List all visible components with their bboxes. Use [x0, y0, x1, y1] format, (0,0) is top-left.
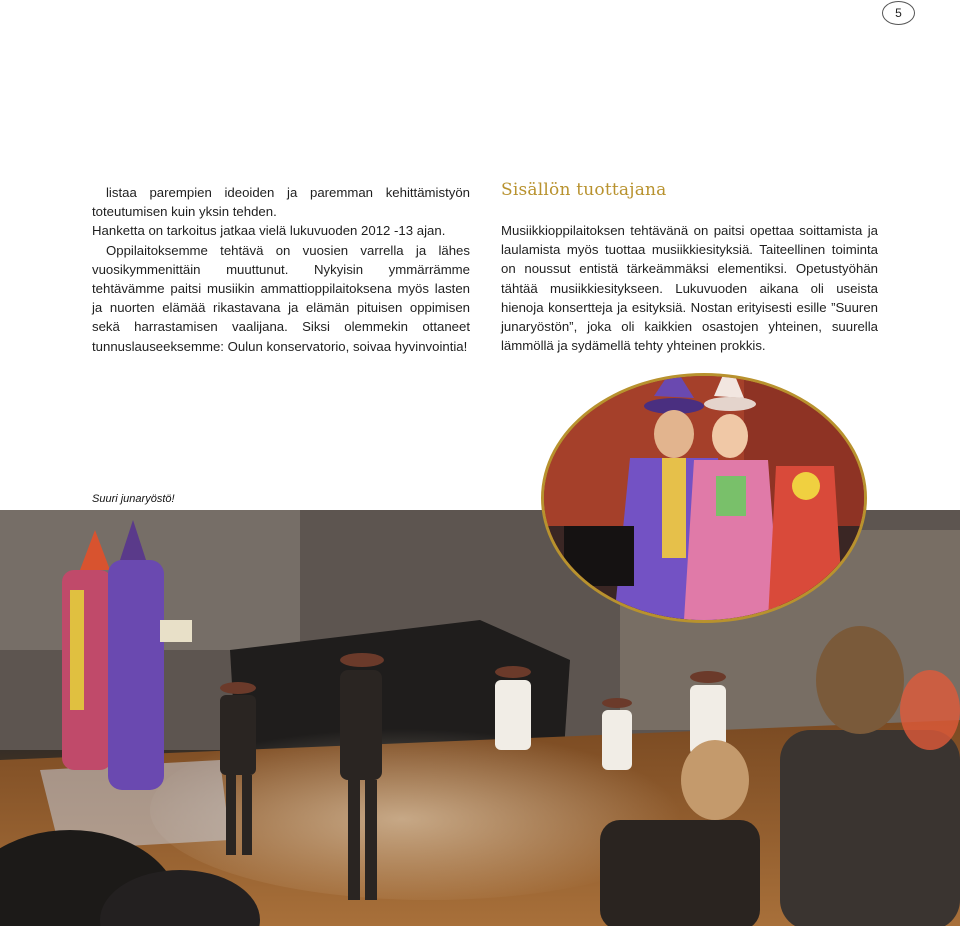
paragraph-3: Oppilaitoksemme tehtävä on vuosien varrella ja lähes vuosikymmenittäin muuttunut. Nykyisin ymmärrämme tehtävämme paitsi musiikin ammattioppilaitoksena myös lasten ja nuorten elämää rikastavana ja elämän pituisen oppimisen sekä harrastamisen vaalijana. Siksi olemmekin ottaneet tunnuslauseeksemme: Oulun konservatorio, soivaa hyvinvointia!: [92, 242, 470, 354]
wizards-inset-photo: [541, 373, 867, 623]
page-number: 5: [882, 1, 915, 25]
paragraph-1: listaa parempien ideoiden ja paremman kehittämistyön toteutumisen kuin yksin tehden.: [92, 185, 470, 220]
right-text-column: [501, 221, 878, 355]
left-text-column: [92, 183, 470, 356]
inset-photo-illustration: [544, 376, 864, 620]
paragraph-2: Hanketta on tarkoitus jatkaa vielä lukuvuoden 2012 -13 ajan.: [92, 223, 446, 239]
section-title: Sisällön tuottajana: [501, 180, 667, 200]
photo-caption: Suuri junaryöstö!: [92, 493, 175, 505]
right-paragraph: Musiikkioppilaitoksen tehtävänä on paitsi opettaa soittamista ja laulamista myös tuottaa musiikkiesityksiä. Taiteellinen toiminta on noussut entistä tärkeämmäksi elementiksi. Opetustyöhän tähtää musiikkiesitykseen. Lukuvuoden aikana oli useista hienoja konsertteja ja esityksiä. Nostan erityisesti esille ”Suuren junaryöstön”, joka oli kaikkien osastojen yhteinen, suurella lämmöllä ja sydämellä tehty yhteinen prokkis.: [501, 223, 878, 354]
